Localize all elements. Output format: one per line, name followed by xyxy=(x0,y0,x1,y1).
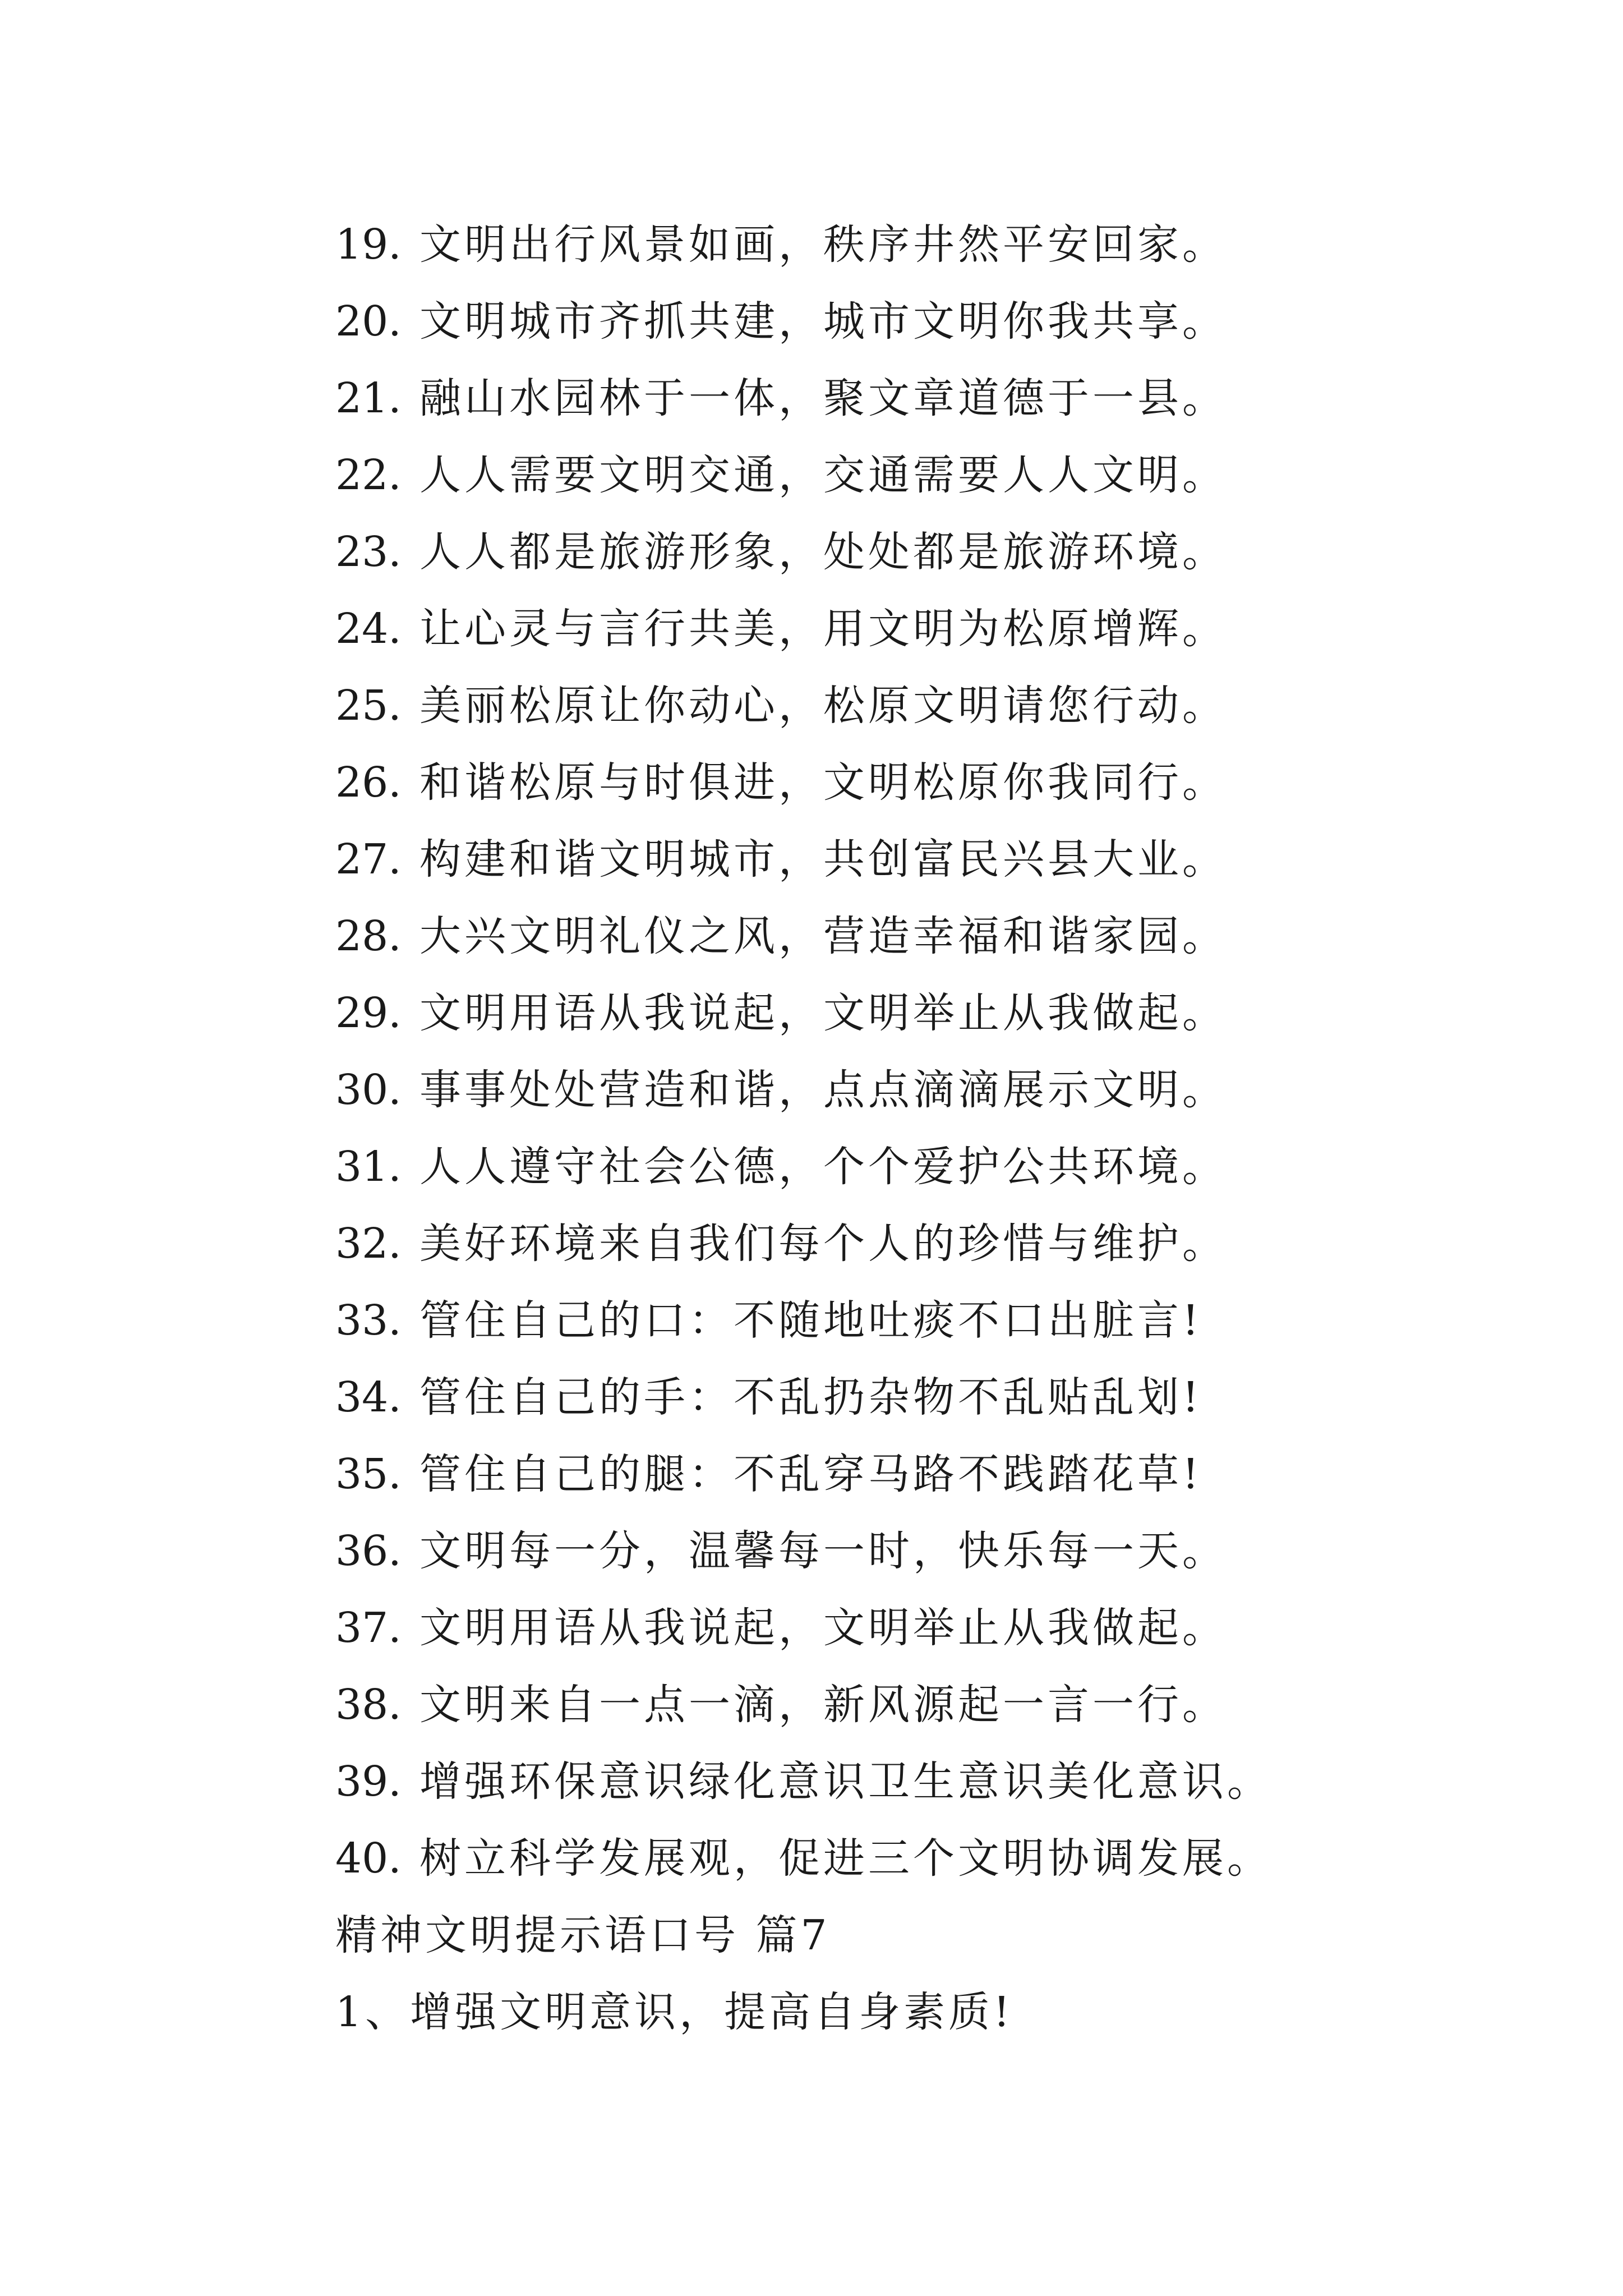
item-number: 40. xyxy=(335,1834,402,1883)
list-item xyxy=(335,1743,1569,1820)
item-text: 增强环保意识绿化意识卫生意识美化意识。 xyxy=(419,1757,1272,1806)
item-number: 36. xyxy=(335,1527,402,1575)
list-item xyxy=(335,283,1569,360)
list-item xyxy=(335,1282,1569,1359)
list-item xyxy=(335,1205,1569,1282)
item-text: 人人遵守社会公德，个个爱护公共环境。 xyxy=(419,1143,1227,1191)
list-item xyxy=(335,206,1569,283)
item-number: 19. xyxy=(335,220,402,269)
item-text: 管住自己的手：不乱扔杂物不乱贴乱划! xyxy=(419,1373,1202,1421)
item-number: 39. xyxy=(335,1757,402,1806)
list-item xyxy=(335,437,1569,514)
item-number: 37. xyxy=(335,1604,402,1652)
item-number: 24. xyxy=(335,605,402,653)
item-number: 32. xyxy=(335,1220,402,1268)
item-number: 27. xyxy=(335,835,402,884)
item-number: 21. xyxy=(335,374,402,422)
item-text: 树立科学发展观，促进三个文明协调发展。 xyxy=(419,1834,1272,1883)
item-number: 25. xyxy=(335,682,402,730)
document-body xyxy=(335,206,1569,2051)
section-heading: 精神文明提示语口号 篇7 xyxy=(335,1911,831,1959)
item-text: 构建和谐文明城市，共创富民兴县大业。 xyxy=(419,835,1227,884)
item-text: 美丽松原让你动心，松原文明请您行动。 xyxy=(419,682,1227,730)
item-number: 35. xyxy=(335,1450,402,1498)
item-text: 文明出行风景如画，秩序井然平安回家。 xyxy=(419,220,1227,269)
item-number: 28. xyxy=(335,912,402,960)
list-item xyxy=(335,1667,1569,1743)
item-number: 34. xyxy=(335,1373,402,1421)
list-item: 1、增强文明意识，提高自身素质! xyxy=(335,1988,1013,2036)
item-number: 23. xyxy=(335,528,402,576)
item-number: 33. xyxy=(335,1296,402,1345)
list-item xyxy=(335,1359,1569,1436)
item-number: 20. xyxy=(335,297,402,346)
item-number: 26. xyxy=(335,758,402,807)
item-text: 文明用语从我说起，文明举止从我做起。 xyxy=(419,989,1227,1037)
list-item xyxy=(335,1052,1569,1129)
list-item xyxy=(335,591,1569,668)
item-text: 文明来自一点一滴，新风源起一言一行。 xyxy=(419,1681,1227,1729)
list-item xyxy=(335,514,1569,591)
list-item xyxy=(335,744,1569,821)
item-text: 管住自己的口：不随地吐痰不口出脏言! xyxy=(419,1296,1202,1345)
item-number: 31. xyxy=(335,1143,402,1191)
list-item xyxy=(335,1129,1569,1205)
list-item xyxy=(335,975,1569,1052)
list-item xyxy=(335,1513,1569,1590)
item-number: 30. xyxy=(335,1066,402,1114)
list-item xyxy=(335,668,1569,744)
item-text: 管住自己的腿：不乱穿马路不践踏花草! xyxy=(419,1450,1202,1498)
list-item xyxy=(335,898,1569,975)
slogan-list xyxy=(335,206,1569,1897)
item-text: 人人需要文明交通，交通需要人人文明。 xyxy=(419,451,1227,499)
item-text: 融山水园林于一体，聚文章道德于一县。 xyxy=(419,374,1227,422)
item-text: 文明城市齐抓共建，城市文明你我共享。 xyxy=(419,297,1227,346)
item-text: 让心灵与言行共美，用文明为松原增辉。 xyxy=(419,605,1227,653)
item-text: 人人都是旅游形象，处处都是旅游环境。 xyxy=(419,528,1227,576)
list-item xyxy=(335,1820,1569,1897)
item-number: 29. xyxy=(335,989,402,1037)
list-item xyxy=(335,821,1569,898)
item-text: 事事处处营造和谐，点点滴滴展示文明。 xyxy=(419,1066,1227,1114)
list-item xyxy=(335,1436,1569,1513)
item-number: 38. xyxy=(335,1681,402,1729)
item-text: 美好环境来自我们每个人的珍惜与维护。 xyxy=(419,1220,1227,1268)
item-text: 文明用语从我说起，文明举止从我做起。 xyxy=(419,1604,1227,1652)
list-item xyxy=(335,1590,1569,1667)
item-text: 和谐松原与时俱进，文明松原你我同行。 xyxy=(419,758,1227,807)
item-number: 22. xyxy=(335,451,402,499)
list-item xyxy=(335,360,1569,437)
item-text: 文明每一分，温馨每一时，快乐每一天。 xyxy=(419,1527,1227,1575)
item-text: 大兴文明礼仪之风，营造幸福和谐家园。 xyxy=(419,912,1227,960)
